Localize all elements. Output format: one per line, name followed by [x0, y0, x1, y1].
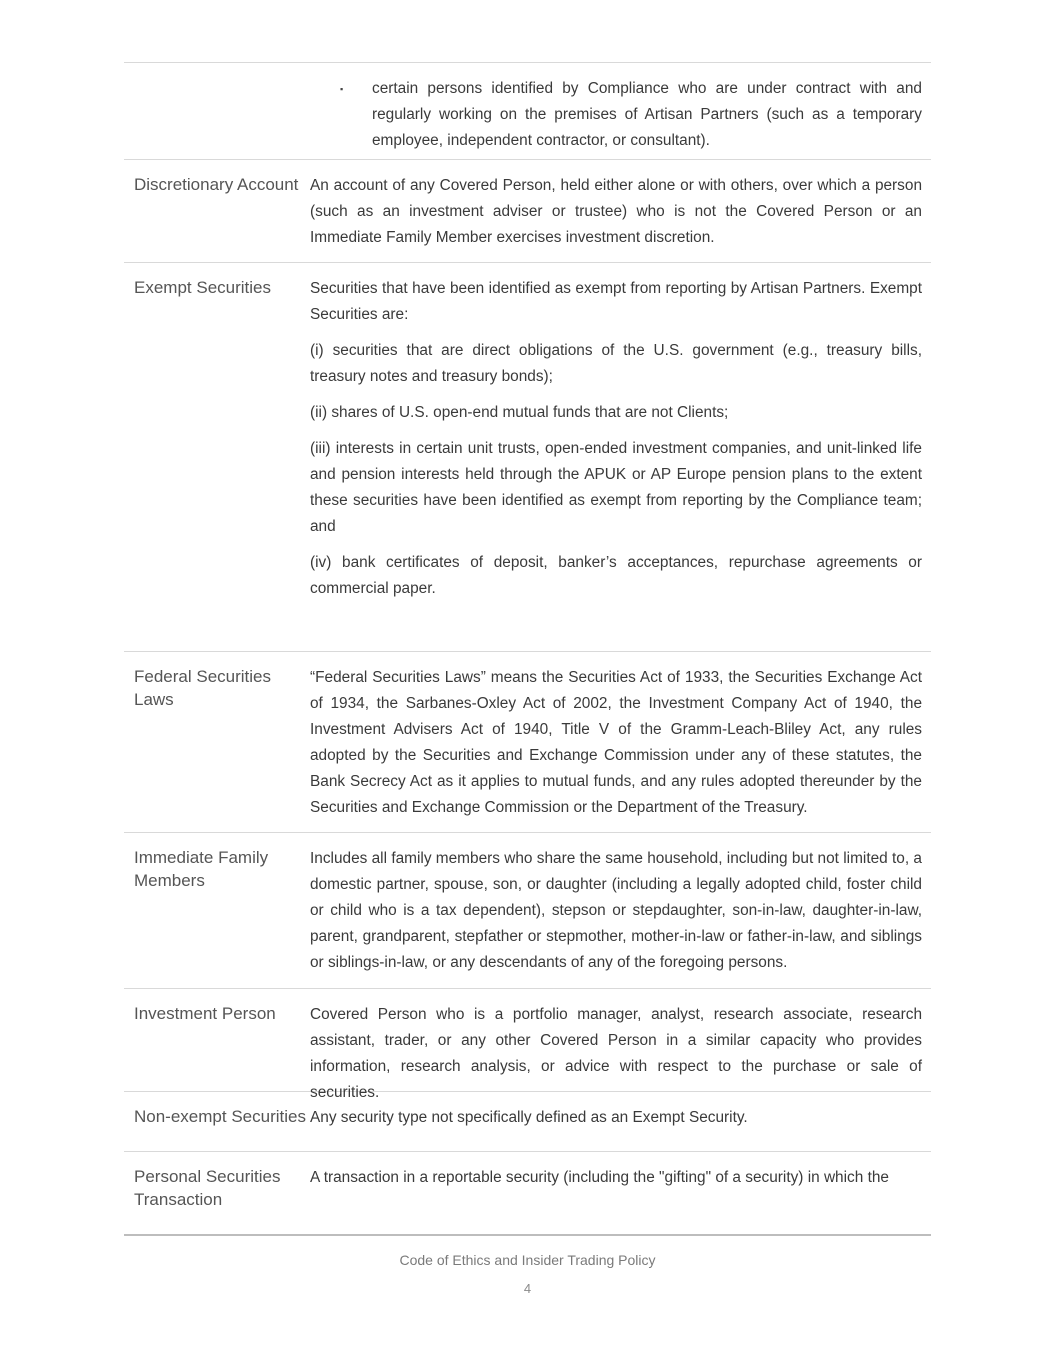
bullet-text: certain persons identified by Compliance who are under contract with and regularly working on the premises of Artisan Partners (such as a temporary employee, independent contractor, or consultant).: [372, 80, 922, 149]
definition-paragraph: (i) securities that are direct obligations of the U.S. government (e.g., treasury bills, treasury notes and treasury bonds);: [310, 342, 922, 385]
definition-text: [310, 1092, 931, 1151]
term-label: Personal Securities Transaction: [134, 1167, 281, 1209]
continuation-row: [124, 62, 931, 159]
definition-row: [124, 988, 931, 1101]
term-label: Investment Person: [134, 1004, 276, 1023]
page-number: 4: [523, 1281, 532, 1296]
definition-text: [310, 263, 931, 651]
definition-paragraph: Any security type not specifically defined as an Exempt Security.: [310, 1109, 748, 1126]
term-label: Non-exempt Securities: [134, 1107, 306, 1126]
definition-text: [310, 833, 931, 988]
definition-paragraph: Covered Person who is a portfolio manager, analyst, research associate, research assistant, trader, or any other Covered Person in a similar capacity who provides information, research analysis, or advice with respect to the purchase or sale of securities.: [310, 1006, 922, 1101]
bullet-item: [310, 76, 922, 154]
definitions-table: [124, 62, 931, 1231]
square-bullet-icon: ▪: [340, 84, 344, 94]
definition-paragraph: A transaction in a reportable security (including the "gifting" of a security) in which the: [310, 1169, 889, 1186]
footer-title: Code of Ethics and Insider Trading Policy: [399, 1252, 656, 1268]
definition-row: [124, 262, 931, 651]
definition-paragraph: An account of any Covered Person, held either alone or with others, over which a person (such as an investment adviser or trustee) who is not the Covered Person or an Immediate Family Member exercises investment discretion.: [310, 177, 922, 246]
definition-paragraph: Securities that have been identified as exempt from reporting by Artisan Partners. Exempt Securities are:: [310, 280, 922, 323]
definition-paragraph: (iv) bank certificates of deposit, banker’s acceptances, repurchase agreements or commercial paper.: [310, 554, 922, 597]
definition-paragraph: “Federal Securities Laws” means the Securities Act of 1933, the Securities Exchange Act of 1934, the Sarbanes-Oxley Act of 2002, the Investment Company Act of 1940, the Investment Advisers Act of 1940, Title V of the Gramm-Leach-Bliley Act, any rules adopted by the Securities and Exchange Commission under any of these statutes, the Bank Secrecy Act as it applies to mutual funds, and any rules adopted thereunder by the Securities and Exchange Commission or the Department of the Treasury.: [310, 669, 922, 816]
term-label: Immediate Family Members: [134, 848, 269, 890]
definition-paragraph: Includes all family members who share the same household, including but not limited to, a domestic partner, spouse, son, or daughter (including a legally adopted child, foster child or child who is a tax dependent), stepson or stepdaughter, son-in-law, daughter-in-law, parent, grandparent, stepfather or stepmother, mother-in-law or father-in-law, and siblings or siblings-in-law, or any descendants of any of the foregoing persons.: [310, 850, 922, 971]
definition-paragraph: (ii) shares of U.S. open-end mutual funds that are not Clients;: [310, 404, 729, 421]
definition-paragraph: (iii) interests in certain unit trusts, open-ended investment companies, and unit-linked life and pension interests held through the APUK or AP Europe pension plans to the extent these securities have been identified as exempt from reporting by the Compliance team; and: [310, 440, 922, 535]
definition-text: [310, 1152, 931, 1231]
definition-row: [124, 832, 931, 988]
definition-row: [124, 1151, 931, 1231]
term-label: Discretionary Account: [134, 175, 299, 194]
footer-divider: [124, 1234, 931, 1236]
definition-row: [124, 159, 931, 262]
term-label: Exempt Securities: [134, 278, 271, 297]
definition-row: [124, 1091, 931, 1151]
definition-text: [310, 989, 931, 1101]
definition-row: [124, 651, 931, 832]
definition-cell: [310, 63, 931, 159]
definition-text: [310, 160, 931, 262]
term-label: Federal Securities Laws: [134, 667, 272, 709]
definition-text: [310, 652, 931, 832]
empty-term-cell: [124, 63, 310, 159]
